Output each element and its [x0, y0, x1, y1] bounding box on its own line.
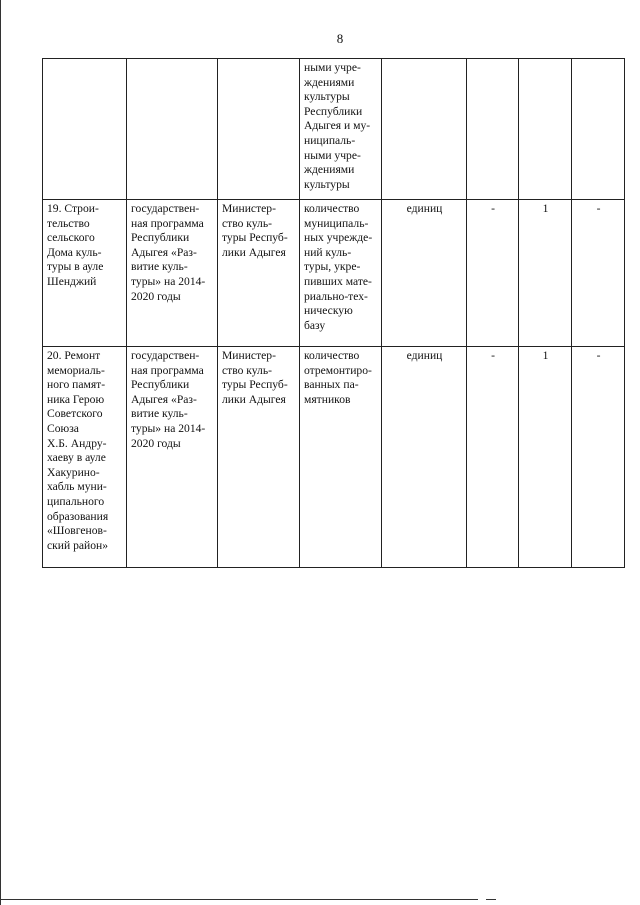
cell-value-1 — [467, 59, 519, 200]
cell-line: Советского — [47, 407, 103, 421]
cell-line: 20. Ремонт — [47, 349, 101, 362]
cell-line: лики Адыгея — [222, 392, 286, 406]
table-row — [43, 59, 625, 200]
cell-line: ника Герою — [47, 392, 105, 406]
cell-line: ждениями — [304, 163, 355, 177]
cell-line: образования — [47, 509, 109, 523]
cell-value-3 — [572, 347, 625, 568]
cell-line: - — [491, 349, 495, 362]
cell-line: тельство — [47, 216, 90, 230]
cell-line: туры» на 2014- — [131, 421, 206, 435]
cell-line: отремонтиро- — [304, 363, 372, 377]
cell-line: единиц — [406, 202, 443, 215]
cell-value-1 — [467, 347, 519, 568]
cell-line: Хакурино- — [47, 465, 100, 479]
cell-line: Союза — [47, 421, 79, 435]
cell-line: туры, укре- — [304, 260, 361, 274]
cell-line: 2020 годы — [131, 436, 181, 450]
cell-line: «Шовгенов- — [47, 524, 107, 538]
cell-unit — [382, 347, 467, 568]
cell-line: ного памят- — [47, 378, 106, 392]
table-row — [43, 200, 625, 347]
cell-program — [127, 347, 218, 568]
cell-program — [127, 200, 218, 347]
page-number: 8 — [336, 31, 344, 46]
cell-line: ными учре- — [304, 61, 361, 74]
cell-line: лики Адыгея — [222, 245, 286, 259]
cell-line: туры Респуб- — [222, 378, 288, 392]
cell-line: Дома куль- — [47, 245, 102, 259]
cell-line: Х.Б. Андру- — [47, 436, 107, 450]
cell-line: 2020 годы — [131, 289, 181, 303]
cell-line: пивших мате- — [304, 274, 372, 288]
cell-line: Адыгея «Раз- — [131, 392, 197, 406]
cell-line: Адыгея «Раз- — [131, 245, 197, 259]
program-table — [42, 58, 625, 568]
cell-line: Министер- — [222, 349, 276, 362]
cell-line: ная программа — [131, 363, 204, 377]
cell-executor — [218, 347, 300, 568]
cell-line: ная программа — [131, 216, 204, 230]
cell-line: - — [596, 349, 601, 362]
cell-value-2 — [519, 59, 572, 200]
cell-line: хаеву в ауле — [47, 451, 106, 465]
cell-line: Министер- — [222, 202, 276, 215]
cell-line: ний куль- — [304, 245, 352, 259]
cell-line: Республики — [131, 231, 190, 245]
cell-line: сельского — [47, 231, 95, 245]
cell-value-1 — [467, 200, 519, 347]
cell-line: ждениями — [304, 75, 355, 89]
cell-value-2 — [519, 347, 572, 568]
cell-line: государствен- — [131, 349, 200, 362]
cell-unit — [382, 59, 467, 200]
cell-line: туры» на 2014- — [131, 274, 206, 288]
table-row — [43, 347, 625, 568]
cell-value-2 — [519, 200, 572, 347]
cell-line: культуры — [304, 177, 350, 191]
cell-line: 1 — [542, 202, 549, 215]
cell-line: ническую — [304, 304, 353, 318]
cell-event — [43, 347, 127, 568]
cell-indicator — [300, 200, 382, 347]
cell-line: ниципаль- — [304, 133, 356, 147]
cell-line: количество — [304, 349, 360, 362]
cell-indicator — [300, 59, 382, 200]
cell-program — [127, 59, 218, 200]
cell-line: муниципаль- — [304, 216, 369, 230]
cell-line: Шенджий — [47, 274, 97, 288]
cell-line: витие куль- — [131, 260, 188, 274]
cell-line: ство куль- — [222, 216, 272, 230]
cell-line: хабль муни- — [47, 480, 107, 494]
cell-line: ными учре- — [304, 148, 361, 162]
cell-line: Республики — [131, 378, 190, 392]
cell-line: Республики — [304, 104, 363, 118]
cell-event — [43, 59, 127, 200]
cell-line: государствен- — [131, 202, 200, 215]
cell-line: базу — [304, 318, 326, 332]
cell-unit — [382, 200, 467, 347]
cell-line: мятников — [304, 392, 351, 406]
scan-left-edge — [0, 0, 1, 905]
cell-line: Адыгея и му- — [304, 119, 371, 133]
scan-bottom-mark — [486, 899, 496, 900]
cell-line: мемориаль- — [47, 363, 105, 377]
cell-value-3 — [572, 59, 625, 200]
cell-event — [43, 200, 127, 347]
cell-line: риально-тех- — [304, 289, 368, 303]
cell-line: ский район» — [47, 538, 109, 552]
cell-line: 1 — [542, 349, 549, 362]
cell-line: ство куль- — [222, 363, 272, 377]
cell-value-3 — [572, 200, 625, 347]
cell-line: количество — [304, 202, 360, 215]
scan-bottom-edge — [0, 899, 478, 900]
cell-indicator — [300, 347, 382, 568]
cell-line: 19. Строи- — [47, 202, 99, 215]
cell-line: ванных па- — [304, 378, 359, 392]
cell-line: - — [491, 202, 495, 215]
cell-line: туры в ауле — [47, 260, 104, 274]
cell-line: единиц — [406, 349, 443, 362]
cell-line: - — [596, 202, 601, 215]
cell-line: ных учрежде- — [304, 231, 373, 245]
cell-line: туры Респуб- — [222, 231, 288, 245]
cell-executor — [218, 200, 300, 347]
cell-executor — [218, 59, 300, 200]
cell-line: ципального — [47, 494, 105, 508]
cell-line: культуры — [304, 90, 350, 104]
cell-line: витие куль- — [131, 407, 188, 421]
